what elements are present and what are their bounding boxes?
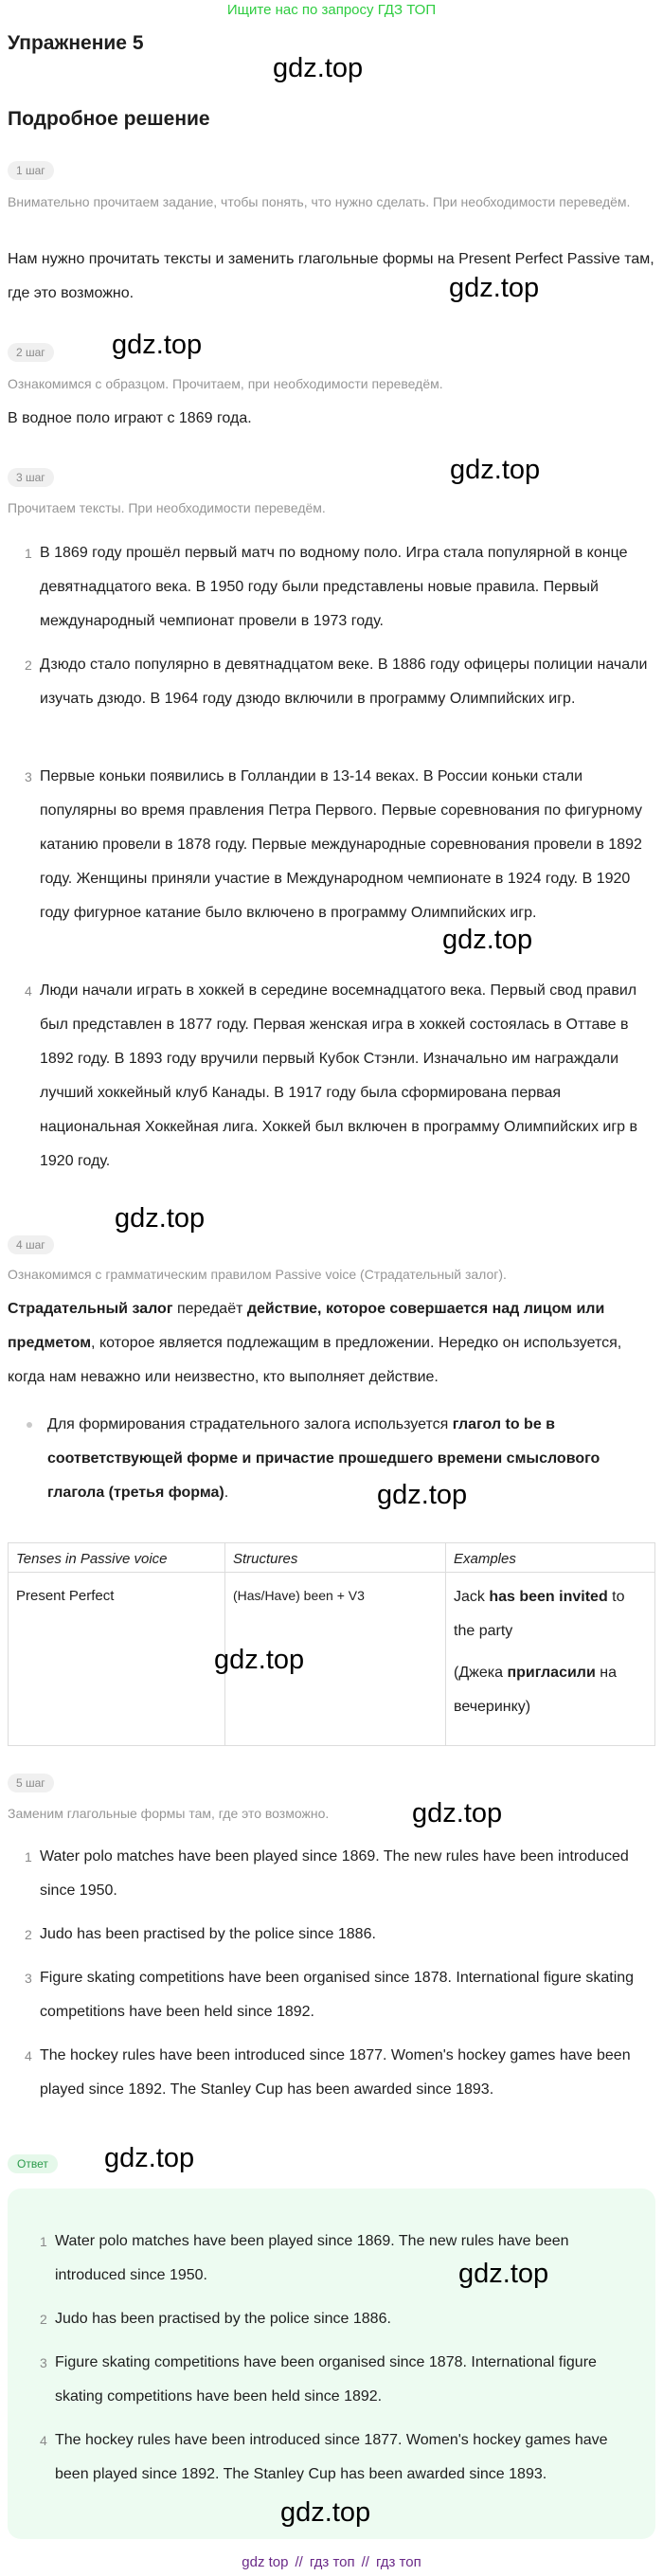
step-1-badge (8, 161, 54, 180)
rule-paragraph: Страдательный залог передаёт действие, которое совершается над лицом или предметом, которое является подлежащим в предложении. Нередко он используется, когда нам неважно или неизвестно, кто выполняет действие. (8, 1301, 622, 1385)
bullet-dot (27, 1422, 32, 1428)
step-1-text: Нам нужно прочитать тексты и заменить глагольные формы на Present Perfect Passive там, где это возможно. (8, 251, 654, 301)
step-2-badge (8, 343, 54, 362)
step-4-note: Ознакомимся с грамматическим правилом Passive voice (Страдательный залог). (8, 1267, 507, 1282)
answer-list-item (23, 2302, 638, 2336)
watermark: gdz.top (112, 330, 203, 360)
step-5-list-item (8, 1840, 655, 1908)
watermark: gdz.top (458, 2259, 549, 2289)
step-label: 3 шаг (8, 468, 54, 487)
step-2-note: Ознакомимся с образцом. Прочитаем, при необходимости переведём. (8, 376, 443, 391)
watermark: gdz.top (214, 1645, 305, 1675)
table-cell: Present Perfect (9, 1573, 225, 1746)
table-header: Examples (446, 1543, 655, 1573)
step-label: 5 шаг (8, 1774, 54, 1792)
list-item: 1 В 1869 году прошёл первый матч по водному поло. Игра стала популярной в конце девятнадцатого века. В 1950 году были представлены новые правила. Первый международный чемпионат провели в 1973 году. (25, 545, 628, 629)
list-item: 4 Люди начали играть в хоккей в середине восемнадцатого века. Первый свод правил был представлен в 1877 году. Первая женская игра в хоккей состоялась в Оттаве в 1892 году. В 1893 году вручили первый Кубок Стэнли. Изначально им награждали лучший хоккейный клуб Канады. В 1917 году была сформирована первая национальная Хоккейная лига. Хоккей был включен в программу Олимпийских игр в 1920 году. (25, 982, 637, 1169)
step-label: 2 шаг (8, 343, 54, 362)
list-item: 2 Дзюдо стало популярно в девятнадцатом веке. В 1886 году офицеры полиции начали изучать дзюдо. В 1964 году дзюдо включили в программу Олимпийских игр. (25, 657, 648, 707)
answer-badge: Ответ (8, 2155, 58, 2172)
watermark: gdz.top (115, 1203, 206, 1234)
answer-list-item (23, 2346, 638, 2414)
rule-bullet: Для формирования страдательного залога используется глагол to be в соответствующей форме и причастие прошедшего времени смыслового глагола (третья форма). (23, 1408, 648, 1510)
list-item: 2 Judo has been practised by the police since 1886. (40, 2311, 391, 2327)
grammar-table (8, 1542, 655, 1746)
table-row (9, 1573, 655, 1746)
step-3-note: Прочитаем тексты. При необходимости переведём. (8, 500, 326, 515)
footer-separator: // (295, 2554, 303, 2570)
top-banner[interactable]: Ищите нас по запросу ГДЗ ТОП (226, 2, 437, 18)
list-item: 3 Figure skating competitions have been organised since 1878. International figure skating competitions have been held since 1892. (40, 2354, 597, 2405)
watermark: gdz.top (442, 925, 533, 955)
page-title: Упражнение 5 (8, 32, 144, 54)
step-label: 1 шаг (8, 161, 54, 180)
list-item: 1 Water polo matches have been played since 1869. The new rules have been introduced since 1950. (40, 2233, 569, 2283)
footer-link[interactable]: гдз топ (375, 2554, 421, 2570)
step-3-list-item (8, 760, 655, 930)
table-header: Structures (225, 1543, 446, 1573)
footer-link[interactable]: гдз топ (309, 2554, 355, 2570)
step-4-badge (8, 1235, 54, 1254)
step-5-list-item (8, 2039, 655, 2107)
watermark: gdz.top (273, 53, 364, 83)
list-item: 2 Judo has been practised by the police since 1886. (25, 1926, 376, 1942)
step-3-list-item (8, 974, 655, 1179)
watermark: gdz.top (280, 2497, 371, 2528)
watermark: gdz.top (449, 273, 540, 303)
list-item: 3 Первые коньки появились в Голландии в 13-14 веках. В России коньки стали популярны во время правления Петра Первого. Первые соревнования по фигурному катанию провели в 1878 году. Первые международные соревнования провели в 1892 году. Женщины приняли участие в Международном чемпионате в 1924 году. В 1920 году фигурное катание было включено в программу Олимпийских игр. (25, 768, 642, 921)
section-subtitle: Подробное решение (8, 108, 210, 130)
list-item: 4 The hockey rules have been introduced since 1877. Women's hockey games have been played since 1892. The Stanley Cup has been awarded since 1893. (40, 2432, 608, 2482)
step-2-text: В водное поло играют с 1869 года. (8, 410, 252, 426)
table-header: Tenses in Passive voice (9, 1543, 225, 1573)
table-cell: (Has/Have) been + V3 (225, 1573, 446, 1746)
footer-links (0, 2554, 663, 2575)
step-5-note: Заменим глагольные формы там, где это возможно. (8, 1806, 330, 1821)
step-1-note: Внимательно прочитаем задание, чтобы понять, что нужно сделать. При необходимости переведём. (8, 194, 631, 209)
step-3-list-item (8, 536, 655, 639)
list-item: 1 Water polo matches have been played since 1869. The new rules have been introduced since 1950. (25, 1848, 629, 1899)
list-item: 4 The hockey rules have been introduced since 1877. Women's hockey games have been played since 1892. The Stanley Cup has been awarded since 1893. (25, 2047, 631, 2098)
watermark: gdz.top (377, 1480, 468, 1510)
watermark: gdz.top (104, 2143, 195, 2173)
footer-link[interactable]: gdz top (242, 2554, 289, 2570)
watermark: gdz.top (412, 1798, 503, 1828)
table-cell: Jack has been invited to the party (Джека пригласили на вечеринку) (446, 1573, 655, 1746)
footer-separator: // (361, 2554, 369, 2570)
step-5-list-item (8, 1961, 655, 2029)
step-3-badge (8, 468, 54, 487)
step-3-list-item (8, 648, 655, 716)
watermark: gdz.top (450, 455, 541, 485)
answer-list-item (23, 2423, 638, 2492)
list-item: 3 Figure skating competitions have been organised since 1878. International figure skating competitions have been held since 1892. (25, 1970, 635, 2020)
step-5-list-item (8, 1918, 655, 1952)
step-label: 4 шаг (8, 1235, 54, 1254)
step-5-badge (8, 1774, 54, 1792)
